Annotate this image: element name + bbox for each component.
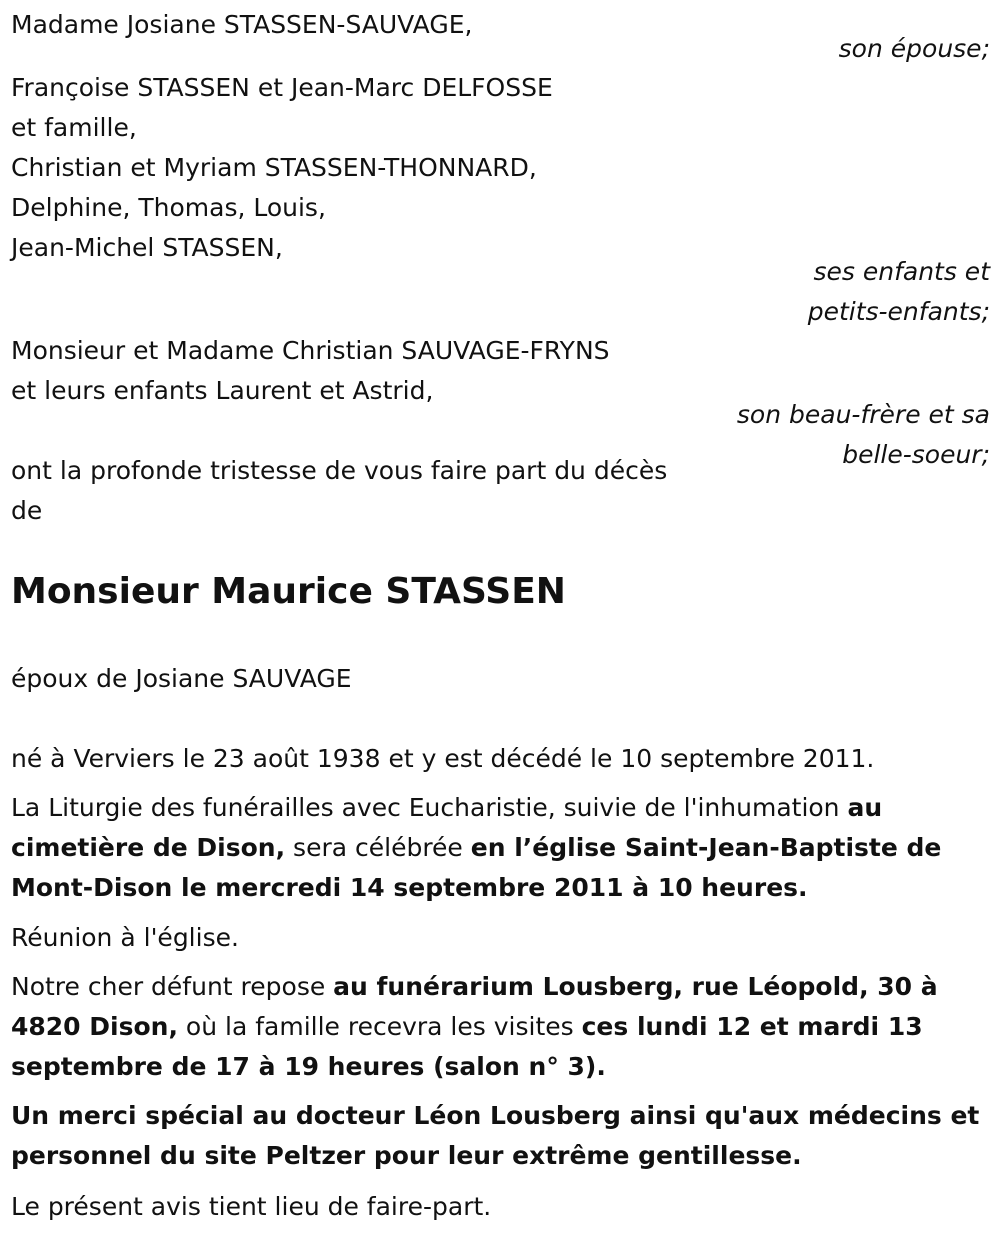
funeral-paragraph bbox=[11, 788, 981, 908]
funerarium-paragraph bbox=[11, 967, 981, 1087]
funerarium-text: Notre cher défunt repose bbox=[11, 972, 334, 1001]
birth-death-line: né à Verviers le 23 août 1938 et y est décédé le 10 septembre 2011. bbox=[11, 744, 875, 773]
children-line: Delphine, Thomas, Louis, bbox=[11, 193, 326, 222]
inlaws-line: Monsieur et Madame Christian SAUVAGE-FRYNS bbox=[11, 336, 610, 365]
inlaws-role: belle-soeur; bbox=[842, 440, 990, 469]
funerarium-address: au funérarium Lousberg, rue Léopold, 30 à 4820 Dison, bbox=[11, 972, 938, 1041]
inlaws-line: et leurs enfants Laurent et Astrid, bbox=[11, 376, 434, 405]
spouse-of-line: époux de Josiane SAUVAGE bbox=[11, 664, 352, 693]
funeral-church-date: en l’église Saint-Jean-Baptiste de Mont-Dison le mercredi 14 septembre 2011 à 10 heures. bbox=[11, 833, 942, 902]
children-line: Christian et Myriam STASSEN-THONNARD, bbox=[11, 153, 537, 182]
funerarium-text: où la famille recevra les visites bbox=[177, 1012, 582, 1041]
inlaws-role: son beau-frère et sa bbox=[736, 400, 990, 429]
visit-times: ces lundi 12 et mardi 13 septembre de 17 à 19 heures (salon n° 3). bbox=[11, 1012, 923, 1081]
children-line: Jean-Michel STASSEN, bbox=[11, 233, 283, 262]
announcement-line: de bbox=[11, 496, 43, 525]
children-role: ses enfants et bbox=[813, 257, 990, 286]
children-line: et famille, bbox=[11, 113, 137, 142]
closing-line: Le présent avis tient lieu de faire-part. bbox=[11, 1192, 492, 1221]
deceased-name: Monsieur Maurice STASSEN bbox=[11, 571, 566, 612]
spouse-name: Madame Josiane STASSEN-SAUVAGE, bbox=[11, 10, 473, 39]
funeral-text: sera célébrée bbox=[285, 833, 471, 862]
funeral-cemetery: au cimetière de Dison, bbox=[11, 793, 883, 862]
funeral-text: La Liturgie des funérailles avec Eucharistie, suivie de l'inhumation bbox=[11, 793, 848, 822]
meeting-line: Réunion à l'église. bbox=[11, 923, 239, 952]
spouse-role: son épouse; bbox=[838, 34, 990, 63]
announcement-line: ont la profonde tristesse de vous faire part du décès bbox=[11, 456, 668, 485]
thanks-paragraph: Un merci spécial au docteur Léon Lousberg ainsi qu'aux médecins et personnel du site Peltzer pour leur extrême gentillesse. bbox=[11, 1101, 980, 1170]
children-role: petits-enfants; bbox=[807, 297, 990, 326]
children-line: Françoise STASSEN et Jean-Marc DELFOSSE bbox=[11, 73, 553, 102]
